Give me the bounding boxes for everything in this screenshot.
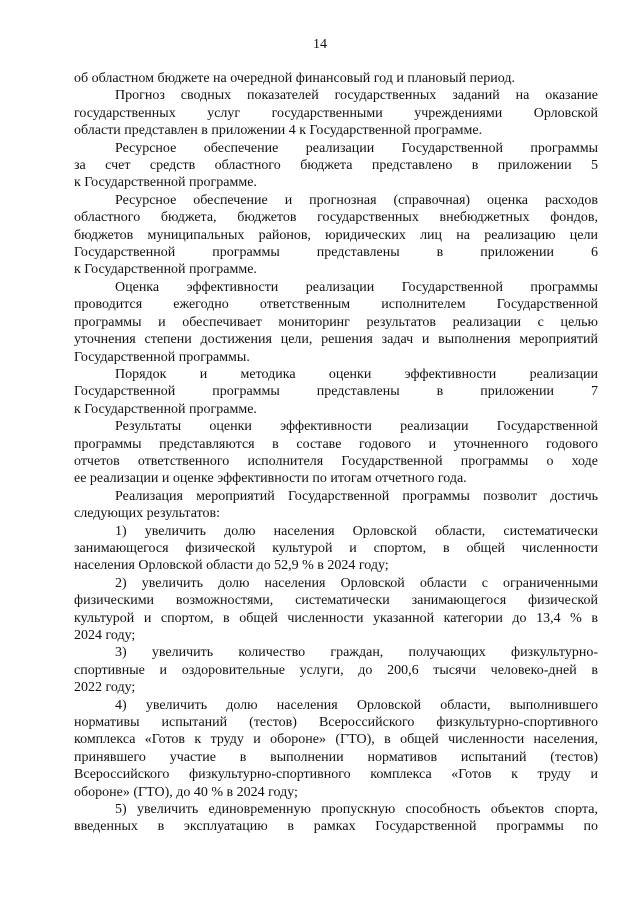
text-line: 1) увеличить долю населения Орловской области, систематически — [115, 523, 598, 539]
text-line: Порядок и методика оценки эффективности реализации — [115, 366, 598, 382]
text-line: государственных услуг государственными учреждениями Орловской — [74, 105, 598, 121]
text-line: Прогноз сводных показателей государственных заданий на оказание — [115, 88, 598, 104]
text-line: культурой и спортом, в общей численности указанной категории до 13,4 % в — [74, 610, 598, 626]
text-line: областного бюджета, бюджетов государственных внебюджетных фондов, — [74, 210, 598, 226]
text-line: 2) увеличить долю населения Орловской области с ограниченными — [115, 575, 598, 591]
text-line: 2024 году; — [74, 628, 136, 643]
text-line: Ресурсное обеспечение реализации Государственной программы — [115, 140, 598, 156]
text-line: отчетов ответственного исполнителя Государственной программы о ходе — [74, 453, 598, 469]
text-line: ее реализации и оценке эффективности по итогам отчетного года. — [74, 471, 467, 487]
text-line: бюджетов муниципальных районов, юридических лиц на реализацию цели — [74, 227, 598, 243]
text-line: нормативы испытаний (тестов) Всероссийского физкультурно-спортивного — [74, 715, 598, 731]
text-line: Реализация мероприятий Государственной программы позволит достичь — [115, 488, 598, 504]
document-body — [74, 70, 598, 836]
text-line: 3) увеличить количество граждан, получающих физкультурно- — [115, 645, 598, 661]
text-line: уточнения степени достижения цели, решения задач и выполнения мероприятий — [74, 332, 598, 348]
text-line: Ресурсное обеспечение и прогнозная (справочная) оценка расходов — [115, 192, 598, 208]
text-line: 4) увеличить долю населения Орловской области, выполнившего — [115, 697, 598, 713]
text-line: области представлен в приложении 4 к Государственной программе. — [74, 123, 483, 139]
text-line: принявшего участие в выполнении нормативов испытаний (тестов) — [74, 749, 598, 765]
text-line: к Государственной программе. — [74, 262, 257, 278]
text-line: к Государственной программе. — [74, 401, 257, 417]
text-line: комплекса «Готов к труду и обороне» (ГТО), в общей численности населения, — [74, 732, 598, 748]
text-line: к Государственной программе. — [74, 175, 257, 191]
page-number: 14 — [313, 37, 327, 52]
text-line: физическими возможностями, систематически занимающегося физической — [74, 593, 598, 609]
text-line: Государственной программы представлены в приложении 6 — [74, 245, 598, 261]
text-line: Государственной программы представлены в приложении 7 — [74, 384, 598, 400]
text-line: следующих результатов: — [74, 506, 221, 522]
text-line: Государственной программы. — [74, 349, 250, 365]
text-line: занимающегося физической культурой и спортом, в общей численности — [74, 540, 598, 556]
text-line: обороне» (ГТО), до 40 % в 2024 году; — [74, 784, 298, 800]
text-line: введенных в эксплуатацию в рамках Государственной программы по — [74, 819, 598, 835]
text-line: об областном бюджете на очередной финансовый год и плановый период. — [74, 71, 515, 86]
text-line: Всероссийского физкультурно-спортивного комплекса «Готов к труду и — [74, 767, 598, 783]
text-line: проводится ежегодно ответственным исполнителем Государственной — [74, 297, 598, 313]
text-line: Оценка эффективности реализации Государственной программы — [115, 279, 598, 295]
text-line: программы представляются в составе годового и уточненного годового — [74, 436, 598, 452]
text-line: 5) увеличить единовременную пропускную способность объектов спорта, — [115, 802, 598, 818]
text-line: спортивные и оздоровительные услуги, до 200,6 тысячи человеко-дней в — [74, 662, 598, 678]
text-line: Результаты оценки эффективности реализации Государственной — [115, 419, 598, 435]
text-line: населения Орловской области до 52,9 % в 2024 году; — [74, 558, 389, 574]
text-line: за счет средств областного бюджета представлено в приложении 5 — [74, 158, 598, 174]
text-line: 2022 году; — [74, 680, 136, 696]
text-line: программы и обеспечивает мониторинг результатов реализации с целью — [74, 314, 598, 330]
